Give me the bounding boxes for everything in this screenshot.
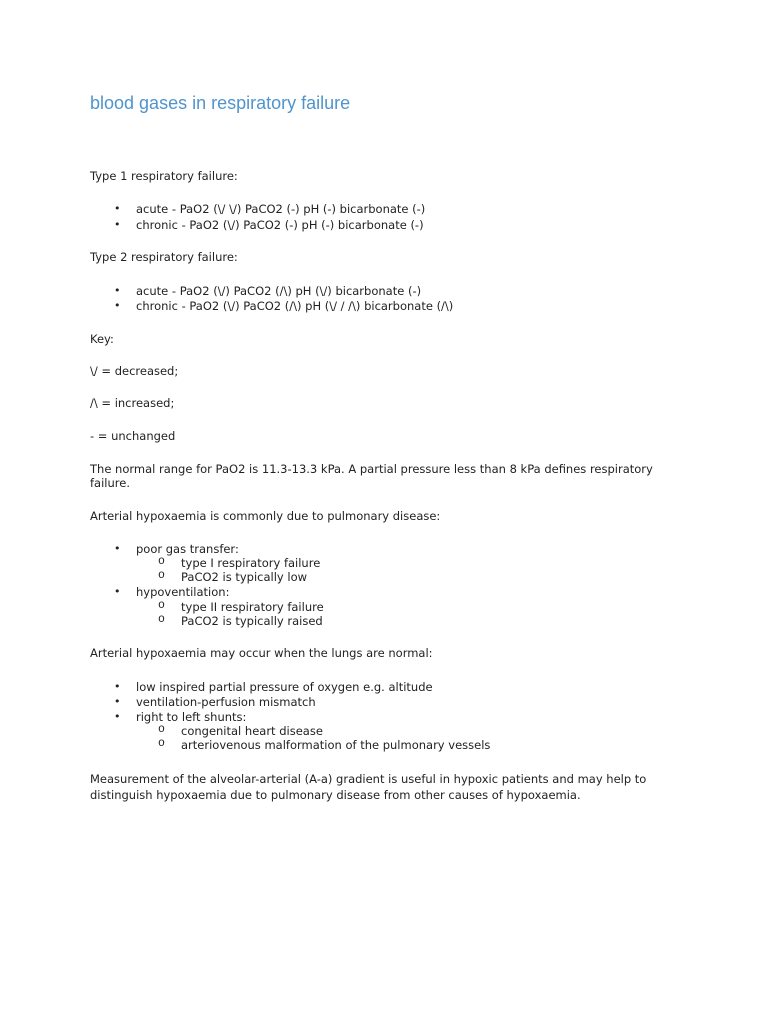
list-item: • right to left shunts:	[136, 710, 246, 724]
list-item: • hypoventilation:	[136, 585, 229, 599]
list-item: • chronic - PaO2 (\/) PaCO2 (-) pH (-) bicarbonate (-)	[136, 218, 424, 232]
normal-range-paragraph: The normal range for PaO2 is 11.3-13.3 kPa. A partial pressure less than 8 kPa defines respiratory failure.	[90, 462, 653, 490]
key-decreased: \/ = decreased;	[90, 364, 179, 378]
measurement-paragraph: Measurement of the alveolar-arterial (A-a) gradient is useful in hypoxic patients and may help to distinguish hypoxaemia due to pulmonary disease from other causes of hypoxaemia.	[90, 772, 647, 802]
sub-list-item: o congenital heart disease	[181, 724, 323, 738]
type1-heading: Type 1 respiratory failure:	[90, 169, 238, 183]
sub-list-item: o PaCO2 is typically low	[181, 570, 307, 584]
type2-heading: Type 2 respiratory failure:	[90, 250, 238, 264]
normal-lungs-heading: Arterial hypoxaemia may occur when the lungs are normal:	[90, 646, 433, 660]
list-item: • chronic - PaO2 (\/) PaCO2 (/\) pH (\/ / /\) bicarbonate (/\)	[136, 299, 453, 313]
page-title: blood gases in respiratory failure	[90, 93, 351, 113]
sub-list-item: o arteriovenous malformation of the pulmonary vessels	[181, 738, 490, 752]
sub-list-item: o type II respiratory failure	[181, 600, 324, 614]
key-increased: /\ = increased;	[90, 396, 175, 410]
list-item: • low inspired partial pressure of oxygen e.g. altitude	[136, 680, 433, 694]
sub-list-item: o type I respiratory failure	[181, 556, 320, 570]
list-item: • acute - PaO2 (\/ \/) PaCO2 (-) pH (-) bicarbonate (-)	[136, 202, 425, 216]
list-item: • poor gas transfer:	[136, 542, 239, 556]
pulmonary-heading: Arterial hypoxaemia is commonly due to pulmonary disease:	[90, 509, 441, 523]
key-heading: Key:	[90, 332, 114, 346]
list-item: • ventilation-perfusion mismatch	[136, 695, 316, 709]
key-unchanged: - = unchanged	[90, 429, 176, 443]
sub-list-item: o PaCO2 is typically raised	[181, 614, 323, 628]
list-item: • acute - PaO2 (\/) PaCO2 (/\) pH (\/) bicarbonate (-)	[136, 284, 421, 298]
